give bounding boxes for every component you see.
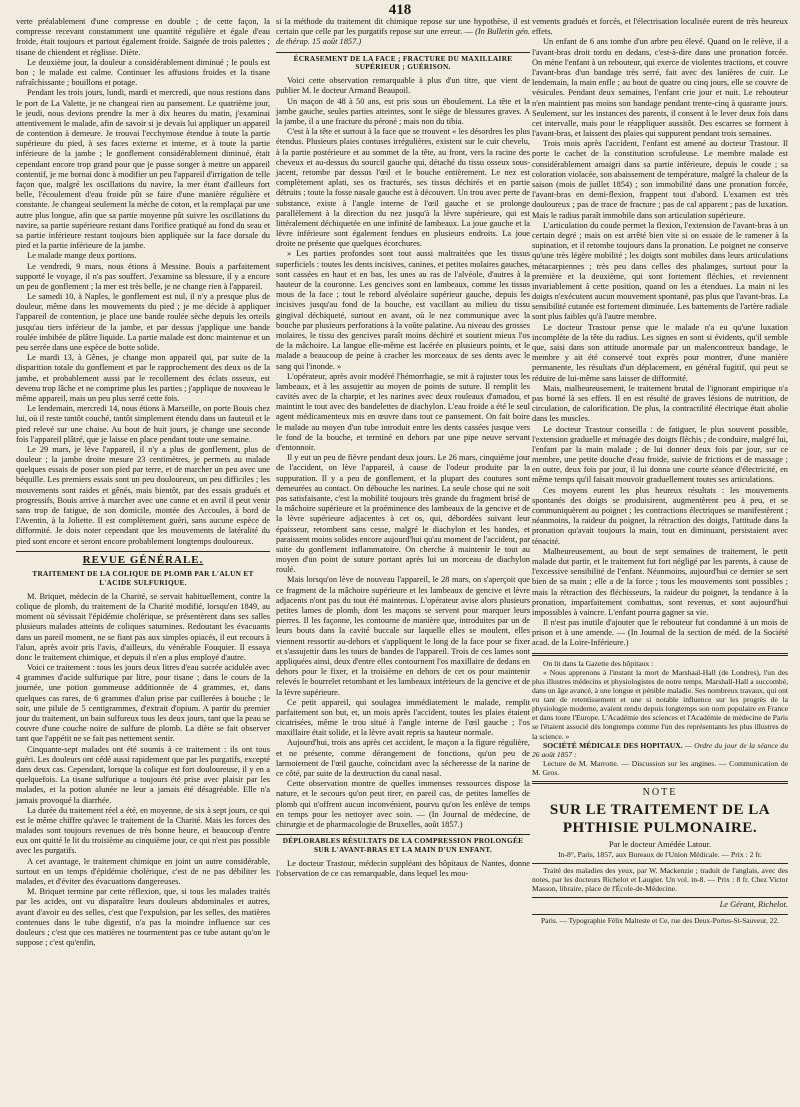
paragraph: M. Briquet, médecin de la Charité, se servait habituellement, contre la colique de plomb, du traitement de la Charité modifié, lorsqu'en 1849, au moment où sévissait l'épidémie cholérique, se présentèrent dans ses salles plusieurs malades atteints de coliques saturnines. Redoutant les évacuants dans un pareil moment, ne se fiant pas aux simples opiacés, il eut recours à l'alun, après avoir pris l'avis, d'ailleurs, du vénérable Fouquier. Il essaya donc le traitement chimique, et depuis il n'en a plus employé d'autre. xyxy=(16,591,270,662)
manager-signature: Le Gérant, Richelot. xyxy=(719,900,788,910)
paragraph: C'est à la tête et surtout à la face que se trouvent « les désordres les plus étendus. Plusieurs plaies contuses irrégulières, existent sur le cuir chevelu, à la partie postérieure et au sommet de la tête, au front, vers la racine des cheveux et au-dessus du sourcil gauche qui, détaché du tissu osseux sous-jacent, retombe par dessus l'œil et le bouche entièrement. Le nez est complètement aplati, ses os fracturés, ses tissus déchirés et en partie détruits ; toute la fosse nasale gauche est à découvert. Un trou avec perte de substance, existe à l'angle interne de l'œil gauche et se prolonge parallèlement à la direction du nez jusqu'à la lèvre supérieure, qui est littéralement déchiquetée en une infinité de lambeaux. La joue gauche et la lèvre inférieure sont également fendues en plusieurs endroits. La joue droite ne présente que quelques écorchures. xyxy=(276,127,530,249)
paragraph: Pendant les trois jours, lundi, mardi et mercredi, que nous restions dans le port de La Valette, je ne changeai rien au pansement. Le quatrième jour, le jeudi, nous devions prendre la mer à dix heures du matin, j'examinai attentivement le malade, afin de savoir si je devais lui appliquer un appareil de contention à demeure. Je trouvai l'ecchymose étendue à toute la partie supérieure du pied, à ses faces externe et interne, et à toute la partie inférieure de la jambe ; le gonflement considérablement diminué, était cependant encore trop grand pour que je pusse songer à mettre un appareil contentif, je me bornai donc à modifier un peu l'appareil d'irrigation de telle façon que, malgré les oscillations du navire, la mer étant d'ailleurs fort belle, l'écoulement d'eau froide pût se faire d'une manière régulière et constante. Je changeai seulement la mèche de coton, et la remplaçai par une autre plus longue, afin que sa partie moyenne pût suivre les oscillations du navire, sa partie supérieure restant dans l'orifice pratiqué au fond du seau et sa partie inférieure restant toujours bien appliquée sur la face dorsale du pied et la partie inférieure de la jambe. xyxy=(16,88,270,251)
paragraph: » Les parties profondes sont tout aussi maltraitées que les tissus superficiels : toutes les dents incisives, canines, et petites molaires gauches, sont cassées en haut et en bas, les unes au ras de l'alvéole, d'autres à la hauteur de la couronne. Les gencives sont en lambeaux, comme les tissus mous de la face ; tout le rebord alvéolaire supérieur gauche, depuis les incisives jusqu'au fond de la bouche, est vacillant au milieu du tissu gingival déchiqueté, surtout en avant, où le nez communique avec la bouche par plusieurs perforations à la voûte palatine. Au niveau des grosses molaires, le tissu des gencives paraît moins déchiré et soutient mieux l'os de la mâchoire. La langue elle-même est lacérée en plusieurs points, et le malade a beaucoup de peine à cracher les morceaux de ses dents avec le sang qui l'inonde. » xyxy=(276,249,530,371)
paragraph: Un enfant de 6 ans tombe d'un arbre peu élevé. Quand on le relève, il a l'avant-bras droit tordu en dedans, c'est-à-dire dans une pronation forcée. On mène l'enfant à un rebouteur, qui exerce de violentes tractions, et couvre l'avant-bras d'un bandage très serré, fait avec des lanières de cuir. Le lendemain, la main enfle ; au bout de quatre ou cinq jours, elle se couvre de vésicules. Pendant deux semaines, l'enfant crie jour et nuit. Le rebouteur n'en maintient pas moins son bandage pendant trente-cinq à quarante jours. Seulement, sur les instances des parents, il consent à le lever deux fois dans cet intervalle, mais pour le réappliquer aussitôt. Des escarres se forment à l'avant-bras, et laissent des plaies qui suppurent pendant trois semaines. xyxy=(532,37,788,139)
paragraph: L'articulation du coude permet la flexion, l'extension de l'avant-bras à un certain degré ; mais on est arrêté bien vite si on essaie de le ramener à la supination, et il retombe toujours dans la pronation. Le poignet ne conserve qu'une très légère mobilité ; les doigts sont mobiles dans leurs articulations métacarpiennes ; très peu dans celles des phalanges, surtout pour la première et la deuxième, qui sont fortement fléchies, et reviennent invariablement à cette position, quand on les a étendues. La main ni les doigts n'exécutent aucun mouvement spontané, pas plus que l'avant-bras. La sensibilité cutanée est fortement diminuée. Les battements de l'artère radiale sont plus faibles qu'à l'autre membre. xyxy=(532,220,788,322)
paragraph: Mais, malheureusement, le traitement brutal de l'ignorant empirique n'a pas borné là ses effets. Il en est résulté de graves lésions de nutrition, de circulation, de calorification. De plus, la contractilité électrique était abolie dans les muscles. xyxy=(532,383,788,424)
paragraph: L'opérateur, après avoir modéré l'hémorrhagie, se mit à rajuster tous les lambeaux, et à les assujettir au moyen de points de suture. Il remplit les cavités avec de la charpie, et les narines avec deux rouleaux d'amadou, et maintint le tout avec des bandelettes de diachylon. L'eau froide a été le seul agent médicamenteux mis en œuvre dans tout ce pansement. On fait boire le malade au moyen d'un tube introduit entre les dents cassées jusque vers le fond de la bouche, et terminé en dehors par une pipe neuve servant d'entonnoir. xyxy=(276,371,530,452)
note-heading: NOTE xyxy=(642,787,678,799)
society-notice xyxy=(532,741,788,759)
note-author: Par le docteur Amédée Latour. xyxy=(608,839,712,849)
paragraph: Voici cette observation remarquable à plus d'un titre, que vient de publier M. le docteur Armand Beaupoil. xyxy=(276,76,530,96)
paragraph: A cet avantage, le traitement chimique en joint un autre considérable, surtout en un temps d'épidémie cholérique, c'est de ne pas débiliter les malades, et d'éviter des évacuations dangereuses. xyxy=(16,856,270,887)
divider xyxy=(532,897,788,898)
society-agenda: — Ordre du jour de la séance du 26 août 1857 : xyxy=(532,740,788,759)
paragraph: Le deuxième jour, la douleur a considérablement diminué ; le pouls est bon ; le malade est calme. Continuer les affusions froides et la tisane rafraîchissante ; bouillons et potage. xyxy=(16,57,270,88)
divider xyxy=(532,653,788,656)
source-citation: (In Bulletin gén. de thérap. 15 août 1857.) xyxy=(276,27,530,47)
book-advert: Traité des maladies des yeux, par W. Mackenzie ; traduit de l'anglais, avec des notes, par les docteurs Richelot et Laugier. Un vol. in-8. — Prix : 8 fr. Chez Victor Masson, libraire, place de l'École-de-Médecine. xyxy=(532,865,788,894)
paragraph: Le lendemain, mercredi 14, nous étions à Marseille, on porte Bouis chez lui, où il reste tantôt couché, tantôt simplement étendu dans un fauteuil et le pied relevé sur une chaise. Au bout de huit jours, je change une seconde fois l'appareil plâtré, que je laisse en place pendant toute une semaine. xyxy=(16,404,270,444)
printer-imprint: Paris. — Typographie Félix Malteste et Ce, rue des Deux-Portes-St-Sauveur, 22. xyxy=(541,916,779,926)
paragraph: Le vendredi, 9 mars, nous étions à Messine. Bouis a parfaitement supporté le voyage, il n'a pas souffert. J'examine sa blessure, il y a encore un peu de gonflement ; la mer est très belle, je ne change rien à l'appareil. xyxy=(16,261,270,291)
paragraph: Mais lorsqu'on lève de nouveau l'appareil, le 28 mars, on s'aperçoit que ce fragment de la mâchoire supérieure et les lambeaux de gencive et lèvre adjacents n'ont pas du tout été maintenus. L'opérateur avise alors plusieurs petites lames de plomb, dont les maçons se servent pour marquer leurs pierres. Il les façonne, les contourne de manière que, introduites par un de leurs bouts dans la cavité buccale sur laquelle elles se moulent, elles viennent ressortir au-dehors et s'appliquent le long de la face pour se fixer et s'assujettir dans les tours de bandes de l'appareil. Trois de ces lames sont appliquées ainsi, deux d'entre elles contournent l'os maxillaire de dedans en dehors pour le fixer, et la troisième en dehors de cet os pour maintenir relevés le bourrelet retombant et les lambeaux intérieurs de la gencive et de la lèvre supérieure. xyxy=(276,575,530,697)
paragraph: Le samedi 10, à Naples, le gonflement est nul, il n'y a presque plus de douleur, même dans les mouvements du pied ; je me décide à appliquer l'appareil de contention, je place une bande roulée sèche depuis les orteils jusqu'au tiers inférieur de la jambe, et par dessus j'applique une bande roulée imbibée de plâtre liquide. La partie malade est donc maintenue et un peu serrée dans une espèce de botte solide. xyxy=(16,292,270,352)
news-text: « Nous apprenons à l'instant la mort de Marshaal-Hall (de Londres), l'un des plus illustres médecins et physiologistes de notre temps. Marshall-Hall a succombé, dans un âge avancé, à une longue et pénible maladie. Ses nombreux travaux, qui ont eu tant de retentissement et une si notable influence sur les progrès de la physiologie moderne, avaient rendu depuis longtemps son nom populaire en France et dans toute l'Europe. L'Académie des sciences et l'Académie de médecine de Paris se l'étaient associé dès longtemps comme l'un des représentants les plus illustres de la science. » xyxy=(532,667,788,741)
article-title: TRAITEMENT DE LA COLIQUE DE PLOMB PAR L'ALUN ET L'ACIDE SULFURIQUE. xyxy=(32,569,254,587)
divider xyxy=(532,914,788,915)
paragraph: Le docteur Trastour conseilla : de fatiguer, le plus souvent possible, l'extension graduelle et ménagée des doigts fléchis ; de conduire, malgré lui, l'enfant par la main malade ; de lui donner deux fois par jour, sur ce membre, une petite douche d'eau froide, suivie de frictions et de massage ; en outre, deux fois par jour, il lui donna une courte séance d'électricité, en même temps qu'il faisait mouvoir graduellement toutes ses articulations. xyxy=(532,424,788,485)
divider xyxy=(532,863,788,864)
paragraph: Il n'est pas inutile d'ajouter que le rebouteur fut condamné à un mois de prison et à une amende. — (In Journal de la section de méd. de la Société acad. de la Loire-Inférieure.) xyxy=(532,618,788,648)
paragraph: Le mardi 13, à Gênes, je change mon appareil qui, par suite de la disparition totale du gonflement et par le rapprochement des deux os de la jambe, et probablement aussi par le recollement des éclats osseux, est devenu trop lâche et ne comprime plus les parties ; j'applique de nouveau le même appareil, mais un peu plus serré cette fois. xyxy=(16,353,270,403)
section-title: REVUE GÉNÉRALE. xyxy=(82,553,204,566)
column-2 xyxy=(276,17,530,879)
paragraph: Cette observation montre de quelles immenses ressources dispose la nature, et le secours qu'on peut tirer, en pareil cas, de petites lamelles de plomb qui n'offrent aucun inconvénient, pourvu qu'on les enlève de temps en temps pour les nettoyer avec soin. — (In Journal de médecine, de chirurgie et de pharmacologie de Bruxelles, août 1857.) xyxy=(276,779,530,829)
column-1 xyxy=(16,17,270,948)
paragraph: La durée du traitement réel a été, en moyenne, de six à sept jours, ce qui est le même chiffre qu'avec le traitement de la Charité. Mais les forces des malades sont toujours revenues de très bonne heure, et beaucoup d'entre eux ont quitté le lit du troisième au cinquième jour, ce qui n'est pas possible avec les purgatifs. xyxy=(16,805,270,856)
paragraph: Aujourd'hui, trois ans après cet accident, le maçon a la figure régulière, et ne présente, comme dérangement de fonctions, qu'un peu de larmoiement de l'œil gauche, coïncidant avec la sécheresse de la narine de ce côté, par suite de la destruction du canal nasal. xyxy=(276,738,530,778)
page-number: 418 xyxy=(388,2,412,18)
divider xyxy=(276,834,530,835)
article-title: ÉCRASEMENT DE LA FACE ; FRACTURE DU MAXILLAIRE SUPÉRIEUR ; GUÉRISON. xyxy=(293,53,513,72)
paragraph: M. Briquet termine par cette réflexion, que, si tous les malades traités par les acides, ont vu disparaître leurs douleurs abdominales et autres, avant d'avoir eu des selles, c'est que l'expulsion, par les selles, des matières contenues dans le tube digestif, n'a pas la moindre influence sur ces douleurs ; c'est que ces matières ne tourmentent pas ce tube autant qu'on le suppose ; c'est qu'enfin, xyxy=(16,887,270,948)
paragraph: Il y eut un peu de fièvre pendant deux jours. Le 26 mars, cinquième jour de l'accident, on lève l'appareil, à cause de l'odeur produite par la suppuration. Il y a peu de gonflement, et la plupart des coutures sont demeurées au contact. On débouche les narines. La seule chose qui ne soit pas satisfaisante, c'est la mobilité toujours très grande du fragment brisé de la mâchoire supérieure et la proéminence des lambeaux de la gencive et de la lèvre supérieure adjacentes à cet os, qui, débordées suivant leur épaisseur, retombent sans cesse, malgré le diachylon et les bandes, et paraissent moins solides encore aujourd'hui qu'au moment de l'accident, par suite du gonflement inflammatoire. On cherche à maintenir le tout au moyen d'un point de suture portant après lui un morceau de diachylon roulé. xyxy=(276,453,530,575)
note-title: SUR LE TRAITEMENT DE LA PHTHISIE PULMONAIRE. xyxy=(549,802,771,837)
paragraph: Un maçon de 48 à 50 ans, est pris sous un éboulement. La tête et la jambe gauche, seules parties atteintes, sont le siège de blessures graves. A la jambe, il a une fracture du péroné ; mais non du tibia. xyxy=(276,96,530,126)
paragraph: vements gradués et forcés, et l'électrisation localisée eurent de très heureux effets. xyxy=(532,17,788,37)
paragraph: Ces moyens eurent les plus heureux résultats : les mouvements spontanés des doigts se produisirent, augmentèrent peu à peu, et se communiquèrent au poignet ; les contractions électriques se manifestèrent ; néanmoins, la raideur du poignet, la rétraction des doigts, l'attitude dans la pronation qu'avait toujours la main, tout en diminuant, persistaient avec ténacité. xyxy=(532,485,788,546)
note-publication: In-8°, Paris, 1857, aux Bureaux de l'Union Médicale. — Prix : 2 fr. xyxy=(558,849,762,859)
paragraph: Le malade mange deux portions. xyxy=(27,251,137,261)
paragraph: Voici ce traitement : tous les jours deux litres d'eau sucrée acidulée avec 4 grammes d'acide sulfurique par litre, pour tisane ; dans le cours de la journée, une potion gommeuse additionnée de 4 grammes, et, dans quelques cas rares, de 6 grammes d'alun prise par cuillerées à bouche ; le soir, une pilule de 5 centigrammes, d'extrait d'opium. A partir du premier jour du traitement, un bain sulfureux tous les deux jours, tant que la peau se couvre d'une couche noire de sulfure de plomb. La diète se fait observer tant que l'appétit ne se fait pas nettement sentir. xyxy=(16,663,270,744)
society-name: SOCIÉTÉ MÉDICALE DES HOPITAUX. xyxy=(543,740,683,750)
society-body: Lecture de M. Marrotte. — Discussion sur les angines. — Communication de M. Gros. xyxy=(532,758,788,777)
paragraph: Le docteur Trastour, médecin suppléant des hôpitaux de Nantes, donne l'observation de ce cas remarquable, dans lequel les mou- xyxy=(276,858,530,878)
paragraph: verte préalablement d'une compresse en double ; de cette façon, la compresse recevant constamment une quantité régulière et égale d'eau froide, était toujours et partout également froide. Saignée de trois palettes ; tisane de chiendent et réglisse. Diète. xyxy=(16,17,270,57)
divider xyxy=(16,551,270,552)
divider xyxy=(532,781,788,784)
paragraph: Cinquante-sept malades ont été soumis à ce traitement : ils ont tous guéri. Les douleurs ont cédé aussi rapidement que par les purgatifs, excepté dans deux cas. Cependant, lorsque la colique est fort douloureuse, il y en a quelquefois. La tisane sulfurique a toujours été prise avec plaisir par les malades, et la potion alunée ne leur a jamais été désagréable. Elle n'a jamais provoqué la diarrhée. xyxy=(16,744,270,805)
intro-text: si la méthode du traitement dit chimique repose sur une hypothèse, il est certain que celle par les purgatifs repose sur une erreur. — xyxy=(276,17,530,37)
news-intro: On lit dans la Gazette des hôpitaux : xyxy=(543,658,654,668)
paragraph: Malheureusement, au bout de sept semaines de traitement, le petit malade dut partir, et le traitement fut fort négligé par les parents, à cause de l'excessive sensibilité de l'enfant. Néanmoins, aujourd'hui ce dernier se sert bien de sa main ; elle a de la force ; tous les mouvements sont possibles ; mais la rétraction des fléchisseurs, la raideur du poignet, la tendance à la pronation, imparfaitement combattus, sont revenus, et sont aujourd'hui impossibles à vaincre. L'enfant pourra gagner sa vie. xyxy=(532,546,788,617)
divider xyxy=(276,52,530,53)
paragraph: Le 29 mars, je lève l'appareil, il n'y a plus de gonflement, plus de douleur ; la jambe droite mesure 23 centimètres, je permets au malade quelques essais de poser son pied par terre, et de marcher un peu avec une béquille. Les premiers essais sont un peu douloureux, un peu difficiles ; les mouvements sont raides et gênés, mais bientôt, par des essais gradués et progressifs, Bouis arrive à marcher avec une canne et en avril il peut venir sans trop de fatigue, de son domicile, montée des Accoules, à bord de l'Aventin, à la Joliette. Il est complètement guéri, sans aucune espèce de difformité. Je dois noter cependant que les mouvements de latéralité du pied sont encore et seront encore probablement longtemps douloureux. xyxy=(16,444,270,546)
article-title: DÉPLORABLES RÉSULTATS DE LA COMPRESSION PROLONGÉE SUR L'AVANT-BRAS ET LA MAIN D'UN ENFANT. xyxy=(282,836,524,854)
paragraph: Trois mois après l'accident, l'enfant est amené au docteur Trastour. Il porte le cachet de la constitution scrofuleuse. Le membre malade est considérablement amaigri dans sa partie inférieure, depuis le coude ; sa coloration violacée, son abaissement de température, malgré la chaleur de la saison (mois de juillet 1854) ; son immobilité dans une pronation forcée, l'avant-bras en demi-flexion, frappent tout d'abord. L'examen est très douloureux ; pas de trace de fracture ; pas de cal apparent ; pas de luxation. Mais le radius paraît immobile dans son articulation supérieure. xyxy=(532,139,788,220)
paragraph: Ce petit appareil, qui soulagea immédiatement le malade, remplit parfaitement son but, et, un mois après l'accident, toutes les plaies étaient cicatrisées, même le trou situé à l'angle interne de l'œil gauche ; l'os maxillaire était solide, et la lèvre avait repris sa hauteur normale. xyxy=(276,697,530,738)
paragraph: Le docteur Trastour pense que le malade n'a eu qu'une luxation incomplète de la tête du radius. Les signes en sont si évidents, qu'il semble que, saisi dans son attitude anormale par un malencontreux bandage, le membre y ait été conservé tout exprès pour montrer, d'une manière permanente, les résultats d'un déplacement, en général fugitif, qui peut se réduire de lui-même sans laisser de difformité. xyxy=(532,322,788,383)
paragraph xyxy=(276,17,530,48)
column-3 xyxy=(532,17,788,926)
